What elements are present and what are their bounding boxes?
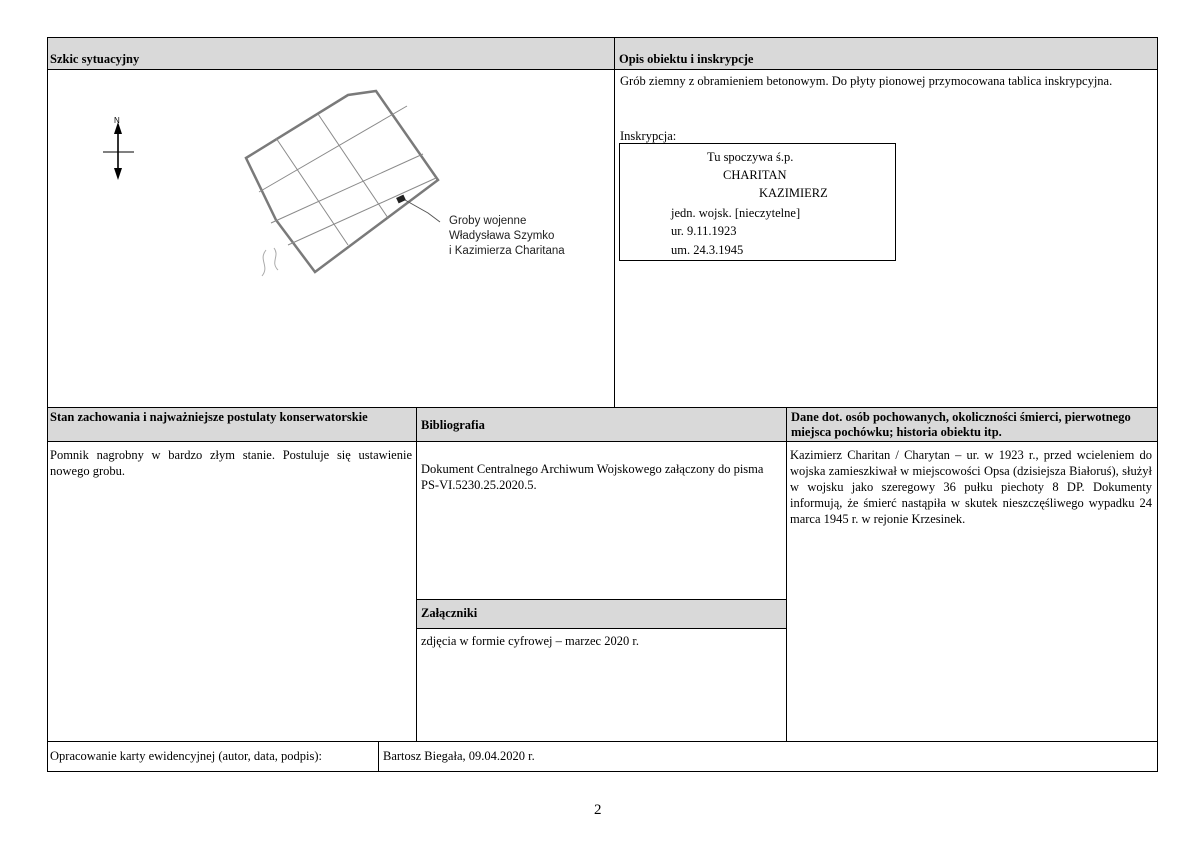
inscription-line-6: um. 24.3.1945 [671, 243, 744, 257]
bibliography-text: Dokument Centralnego Archiwum Wojskowego załączony do pisma PS-VI.5230.25.2020.5. [421, 462, 764, 492]
condition-header-label: Stan zachowania i najważniejsze postulaty konserwatorskie [50, 410, 368, 424]
attachments-text: zdjęcia w formie cyfrowej – marzec 2020 r. [421, 634, 639, 648]
sketch-header [47, 37, 615, 69]
inscription-line-4: jedn. wojsk. [nieczytelne] [671, 206, 801, 220]
inscription-line-3: KAZIMIERZ [759, 186, 828, 200]
condition-text: Pomnik nagrobny w bardzo złym stanie. Postuluje się ustawienie nowego grobu. [50, 448, 412, 478]
description-header-label: Opis obiektu i inskrypcje [619, 52, 754, 66]
inscription-line-1: Tu spoczywa ś.p. [707, 150, 794, 164]
north-label: N [114, 116, 120, 125]
sketch-header-label: Szkic sytuacyjny [50, 52, 140, 66]
north-arrow-icon [103, 122, 134, 180]
footer-label: Opracowanie karty ewidencyjnej (autor, data, podpis): [50, 749, 322, 763]
map-caption [449, 214, 565, 259]
bibliography-header [417, 408, 787, 441]
attachments-header-label: Załączniki [421, 606, 478, 620]
persons-text: Kazimierz Charitan / Charytan – ur. w 1923 r., przed wcieleniem do wojska zamieszkiwał w miejscowości Opsa (dzisiejsza Białoruś), służył w wojsku jako szeregowy 36 pułku piechoty 8 DP. Dokumenty informują, że śmierć nastąpiła w skutek nieszczęśliwego wypadku 24 marca 1945 r. w rejonie Krzesinek. [790, 448, 1152, 526]
attachments-header [417, 599, 787, 628]
situational-sketch [48, 70, 614, 407]
inscription-box [619, 143, 896, 261]
cemetery-plan [246, 91, 440, 276]
condition-header [47, 408, 417, 441]
inscription-label: Inskrypcja: [620, 129, 677, 143]
map-caption-line-3: i Kazimierza Charitana [449, 245, 565, 257]
persons-header [787, 408, 1157, 441]
description-text: Grób ziemny z obramieniem betonowym. Do płyty pionowej przymocowana tablica inskrypcyjna. [620, 74, 1113, 88]
footer-value: Bartosz Biegała, 09.04.2020 r. [383, 749, 535, 763]
inscription-line-2: CHARITAN [723, 168, 787, 182]
inscription-line-5: ur. 9.11.1923 [671, 224, 737, 238]
map-caption-line-2: Władysława Szymko [449, 230, 555, 242]
map-caption-line-1: Groby wojenne [449, 215, 527, 227]
description-header [615, 37, 1157, 69]
bibliography-header-label: Bibliografia [421, 418, 485, 432]
page-number: 2 [594, 802, 602, 818]
persons-header-label: Dane dot. osób pochowanych, okoliczności śmierci, pierwotnego miejsca pochówku; historia obiektu itp. [791, 410, 1131, 439]
